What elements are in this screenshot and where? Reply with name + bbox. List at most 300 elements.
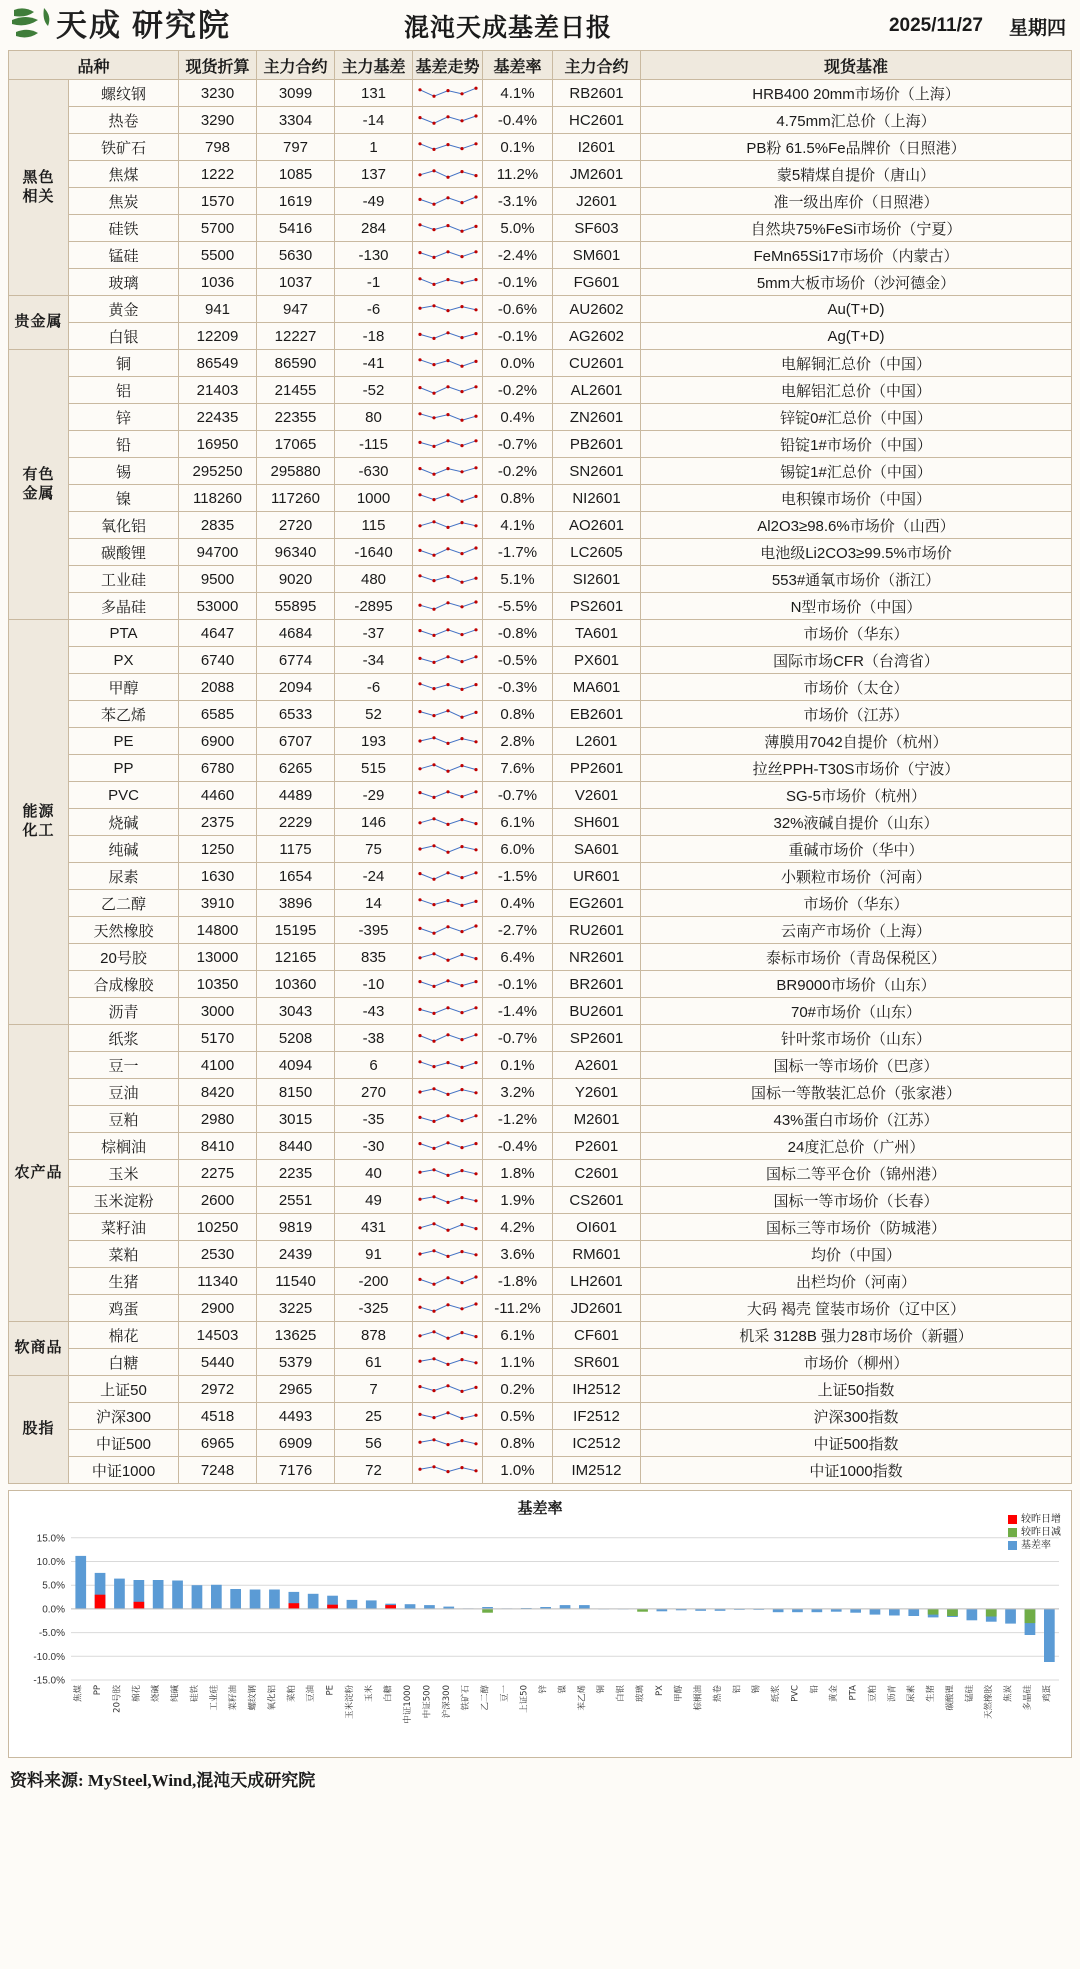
variety-name: 菜籽油 [69, 1214, 179, 1241]
contract-code: RM601 [553, 1241, 641, 1268]
contract-code: SN2601 [553, 458, 641, 485]
basis-trend-sparkline [413, 215, 483, 242]
main-price: 6707 [257, 728, 335, 755]
basis-trend-sparkline [413, 593, 483, 620]
basis-trend-sparkline [413, 350, 483, 377]
basis-trend-sparkline [413, 1430, 483, 1457]
spot-price: 3230 [179, 80, 257, 107]
main-price: 22355 [257, 404, 335, 431]
spot-standard: Au(T+D) [641, 296, 1072, 323]
svg-text:PX: PX [654, 1685, 665, 1696]
basis-rate: -1.8% [483, 1268, 553, 1295]
svg-text:多晶硅: 多晶硅 [1022, 1685, 1033, 1711]
main-price: 6774 [257, 647, 335, 674]
table-row [9, 1187, 1072, 1214]
contract-code: NR2601 [553, 944, 641, 971]
basis-trend-sparkline [413, 1322, 483, 1349]
spot-price: 2088 [179, 674, 257, 701]
main-basis: 49 [335, 1187, 413, 1214]
basis-rate: -1.5% [483, 863, 553, 890]
main-basis: -130 [335, 242, 413, 269]
spot-standard: 机采 3128B 强力28市场价（新疆） [641, 1322, 1072, 1349]
main-price: 4489 [257, 782, 335, 809]
svg-text:螺纹钢: 螺纹钢 [248, 1685, 258, 1711]
basis-rate: 6.0% [483, 836, 553, 863]
main-basis: 515 [335, 755, 413, 782]
contract-code: FG601 [553, 269, 641, 296]
basis-trend-sparkline [413, 485, 483, 512]
contract-code: PB2601 [553, 431, 641, 458]
variety-name: 硅铁 [69, 215, 179, 242]
variety-name: 碳酸锂 [69, 539, 179, 566]
spot-standard: 蒙5精煤自提价（唐山） [641, 161, 1072, 188]
basis-rate: -0.4% [483, 1133, 553, 1160]
main-basis: 52 [335, 701, 413, 728]
basis-rate-chart [8, 1490, 1072, 1758]
spot-price: 2275 [179, 1160, 257, 1187]
main-price: 10360 [257, 971, 335, 998]
contract-code: LH2601 [553, 1268, 641, 1295]
main-basis: -29 [335, 782, 413, 809]
variety-name: PVC [69, 782, 179, 809]
basis-rate: 5.0% [483, 215, 553, 242]
spot-standard: 准一级出库价（日照港） [641, 188, 1072, 215]
variety-name: 乙二醇 [69, 890, 179, 917]
svg-text:豆一: 豆一 [499, 1685, 510, 1703]
spot-price: 4100 [179, 1052, 257, 1079]
svg-text:棉花: 棉花 [131, 1685, 142, 1703]
basis-rate: -0.6% [483, 296, 553, 323]
svg-text:白银: 白银 [616, 1685, 627, 1703]
contract-code: CF601 [553, 1322, 641, 1349]
basis-trend-sparkline [413, 836, 483, 863]
spot-price: 1222 [179, 161, 257, 188]
table-row [9, 728, 1072, 755]
th-spot-standard: 现货基准 [641, 51, 1072, 80]
spot-price: 6900 [179, 728, 257, 755]
basis-rate: 0.0% [483, 350, 553, 377]
main-basis: -49 [335, 188, 413, 215]
spot-price: 4460 [179, 782, 257, 809]
table-row [9, 458, 1072, 485]
main-basis: 146 [335, 809, 413, 836]
contract-code: C2601 [553, 1160, 641, 1187]
contract-code: BU2601 [553, 998, 641, 1025]
table-row [9, 80, 1072, 107]
main-price: 15195 [257, 917, 335, 944]
basis-trend-sparkline [413, 134, 483, 161]
table-row [9, 188, 1072, 215]
main-basis: -41 [335, 350, 413, 377]
main-basis: -52 [335, 377, 413, 404]
spot-standard: 锌锭0#汇总价（中国） [641, 404, 1072, 431]
spot-standard: 市场价（太仓） [641, 674, 1072, 701]
svg-text:硅铁: 硅铁 [189, 1685, 200, 1703]
svg-text:PVC: PVC [790, 1685, 801, 1702]
svg-text:工业硅: 工业硅 [209, 1685, 220, 1711]
main-basis: 115 [335, 512, 413, 539]
main-price: 2965 [257, 1376, 335, 1403]
main-basis: 431 [335, 1214, 413, 1241]
main-basis: 284 [335, 215, 413, 242]
th-main-contract: 主力合约 [553, 51, 641, 80]
svg-text:中证500: 中证500 [422, 1685, 433, 1719]
th-variety: 品种 [9, 51, 179, 80]
group-label: 黑色 相关 [9, 80, 69, 296]
main-price: 6265 [257, 755, 335, 782]
variety-name: 玉米 [69, 1160, 179, 1187]
main-basis: 835 [335, 944, 413, 971]
spot-standard: 国际市场CFR（台湾省） [641, 647, 1072, 674]
table-row [9, 782, 1072, 809]
contract-code: CU2601 [553, 350, 641, 377]
table-row [9, 134, 1072, 161]
spot-price: 6780 [179, 755, 257, 782]
table-row [9, 1295, 1072, 1322]
main-price: 5208 [257, 1025, 335, 1052]
main-price: 4493 [257, 1403, 335, 1430]
basis-rate: 0.8% [483, 1430, 553, 1457]
spot-price: 941 [179, 296, 257, 323]
spot-standard: 拉丝PPH-T30S市场价（宁波） [641, 755, 1072, 782]
spot-standard: 市场价（柳州） [641, 1349, 1072, 1376]
spot-standard: 电积镍市场价（中国） [641, 485, 1072, 512]
main-basis: -30 [335, 1133, 413, 1160]
variety-name: 合成橡胶 [69, 971, 179, 998]
variety-name: 白银 [69, 323, 179, 350]
svg-text:焦炭: 焦炭 [1003, 1685, 1014, 1703]
basis-trend-sparkline [413, 188, 483, 215]
basis-trend-sparkline [413, 917, 483, 944]
basis-rate: 6.1% [483, 1322, 553, 1349]
svg-text:镍: 镍 [558, 1685, 568, 1694]
variety-name: 纯碱 [69, 836, 179, 863]
table-row [9, 350, 1072, 377]
spot-standard: 24度汇总价（广州） [641, 1133, 1072, 1160]
variety-name: 铁矿石 [69, 134, 179, 161]
main-basis: -6 [335, 674, 413, 701]
variety-name: 中证1000 [69, 1457, 179, 1484]
contract-code: JM2601 [553, 161, 641, 188]
contract-code: UR601 [553, 863, 641, 890]
main-price: 2551 [257, 1187, 335, 1214]
spot-standard: PB粉 61.5%Fe品牌价（日照港） [641, 134, 1072, 161]
spot-price: 10350 [179, 971, 257, 998]
basis-rate: -0.2% [483, 458, 553, 485]
spot-price: 5500 [179, 242, 257, 269]
basis-trend-sparkline [413, 944, 483, 971]
svg-text:10.0%: 10.0% [36, 1557, 65, 1568]
spot-price: 6740 [179, 647, 257, 674]
contract-code: SH601 [553, 809, 641, 836]
spot-standard: 出栏均价（河南） [641, 1268, 1072, 1295]
variety-name: 棕榈油 [69, 1133, 179, 1160]
basis-trend-sparkline [413, 1241, 483, 1268]
variety-name: 尿素 [69, 863, 179, 890]
main-basis: -115 [335, 431, 413, 458]
main-price: 4684 [257, 620, 335, 647]
main-price: 2439 [257, 1241, 335, 1268]
spot-standard: 国标一等散装汇总价（张家港） [641, 1079, 1072, 1106]
main-price: 7176 [257, 1457, 335, 1484]
main-price: 2720 [257, 512, 335, 539]
svg-text:5.0%: 5.0% [42, 1580, 65, 1592]
basis-trend-sparkline [413, 1349, 483, 1376]
svg-text:铁矿石: 铁矿石 [461, 1685, 472, 1711]
basis-rate: 6.4% [483, 944, 553, 971]
contract-code: L2601 [553, 728, 641, 755]
main-basis: -1640 [335, 539, 413, 566]
spot-standard: 43%蛋白市场价（江苏） [641, 1106, 1072, 1133]
basis-trend-sparkline [413, 998, 483, 1025]
main-basis: 91 [335, 1241, 413, 1268]
basis-rate: 7.6% [483, 755, 553, 782]
basis-rate: -0.7% [483, 431, 553, 458]
svg-text:20号胶: 20号胶 [112, 1685, 123, 1713]
main-basis: -200 [335, 1268, 413, 1295]
basis-rate: 4.2% [483, 1214, 553, 1241]
spot-price: 21403 [179, 377, 257, 404]
svg-text:碳酸锂: 碳酸锂 [945, 1685, 956, 1711]
basis-rate: -3.1% [483, 188, 553, 215]
spot-price: 3910 [179, 890, 257, 917]
svg-text:研究院: 研究院 [132, 8, 231, 44]
main-price: 9819 [257, 1214, 335, 1241]
variety-name: 天然橡胶 [69, 917, 179, 944]
spot-price: 1250 [179, 836, 257, 863]
variety-name: 豆油 [69, 1079, 179, 1106]
spot-standard: HRB400 20mm市场价（上海） [641, 80, 1072, 107]
variety-name: 豆粕 [69, 1106, 179, 1133]
spot-price: 2375 [179, 809, 257, 836]
legend-item: 较昨日减 [1008, 1526, 1061, 1539]
main-price: 12227 [257, 323, 335, 350]
contract-code: IF2512 [553, 1403, 641, 1430]
svg-text:生猪: 生猪 [926, 1685, 937, 1703]
basis-rate: -1.7% [483, 539, 553, 566]
spot-standard: 5mm大板市场价（沙河德金） [641, 269, 1072, 296]
basis-trend-sparkline [413, 1376, 483, 1403]
main-basis: 480 [335, 566, 413, 593]
spot-price: 10250 [179, 1214, 257, 1241]
group-label: 软商品 [9, 1322, 69, 1376]
contract-code: IC2512 [553, 1430, 641, 1457]
variety-name: 工业硅 [69, 566, 179, 593]
basis-rate: 11.2% [483, 161, 553, 188]
spot-price: 2835 [179, 512, 257, 539]
spot-price: 94700 [179, 539, 257, 566]
basis-trend-sparkline [413, 1025, 483, 1052]
basis-trend-sparkline [413, 890, 483, 917]
contract-code: SF603 [553, 215, 641, 242]
main-basis: -24 [335, 863, 413, 890]
logo-icon [10, 4, 236, 48]
table-row [9, 1349, 1072, 1376]
main-price: 947 [257, 296, 335, 323]
svg-text:豆油: 豆油 [306, 1685, 317, 1703]
table-row [9, 971, 1072, 998]
svg-text:鸡蛋: 鸡蛋 [1042, 1685, 1053, 1703]
main-basis: -37 [335, 620, 413, 647]
main-basis: -6 [335, 296, 413, 323]
basis-trend-sparkline [413, 404, 483, 431]
svg-text:玉米: 玉米 [364, 1685, 375, 1703]
variety-name: 铝 [69, 377, 179, 404]
spot-standard: 市场价（华东） [641, 890, 1072, 917]
svg-text:铜: 铜 [596, 1685, 607, 1694]
table-row [9, 242, 1072, 269]
contract-code: SA601 [553, 836, 641, 863]
basis-rate: 1.9% [483, 1187, 553, 1214]
spot-standard: 电池级Li2CO3≥99.5%市场价 [641, 539, 1072, 566]
main-basis: -34 [335, 647, 413, 674]
variety-name: PTA [69, 620, 179, 647]
group-label: 有色 金属 [9, 350, 69, 620]
basis-rate: -0.1% [483, 323, 553, 350]
basis-rate: -0.2% [483, 377, 553, 404]
basis-rate: -0.5% [483, 647, 553, 674]
svg-text:PTA: PTA [848, 1685, 859, 1701]
spot-standard: 均价（中国） [641, 1241, 1072, 1268]
svg-text:0.0%: 0.0% [42, 1604, 65, 1616]
variety-name: 白糖 [69, 1349, 179, 1376]
table-row [9, 1106, 1072, 1133]
basis-trend-sparkline [413, 107, 483, 134]
basis-trend-sparkline [413, 296, 483, 323]
main-price: 55895 [257, 593, 335, 620]
main-price: 1654 [257, 863, 335, 890]
main-basis: 6 [335, 1052, 413, 1079]
basis-rate: -0.4% [483, 107, 553, 134]
table-row [9, 377, 1072, 404]
spot-price: 7248 [179, 1457, 257, 1484]
spot-standard: 70#市场价（山东） [641, 998, 1072, 1025]
group-label: 农产品 [9, 1025, 69, 1322]
basis-trend-sparkline [413, 1214, 483, 1241]
basis-rate: -0.7% [483, 782, 553, 809]
variety-name: 铜 [69, 350, 179, 377]
svg-text:中证1000: 中证1000 [403, 1685, 413, 1724]
spot-price: 2530 [179, 1241, 257, 1268]
svg-text:铅: 铅 [809, 1685, 820, 1694]
main-price: 21455 [257, 377, 335, 404]
basis-rate: -5.5% [483, 593, 553, 620]
basis-trend-sparkline [413, 971, 483, 998]
svg-text:甲醇: 甲醇 [674, 1685, 685, 1703]
table-row [9, 1241, 1072, 1268]
main-price: 13625 [257, 1322, 335, 1349]
svg-text:尿素: 尿素 [906, 1685, 917, 1703]
main-price: 5630 [257, 242, 335, 269]
contract-code: P2601 [553, 1133, 641, 1160]
table-row [9, 1403, 1072, 1430]
contract-code: MA601 [553, 674, 641, 701]
table-row [9, 431, 1072, 458]
spot-standard: Al2O3≥98.6%市场价（山西） [641, 512, 1072, 539]
th-main-contract-price: 主力合约 [257, 51, 335, 80]
chart-legend [1008, 1513, 1061, 1552]
basis-trend-sparkline [413, 728, 483, 755]
main-basis: 1 [335, 134, 413, 161]
table-row [9, 1268, 1072, 1295]
basis-trend-sparkline [413, 1403, 483, 1430]
spot-standard: 自然块75%FeSi市场价（宁夏） [641, 215, 1072, 242]
main-basis: -43 [335, 998, 413, 1025]
chart-canvas [9, 1518, 1071, 1758]
basis-trend-sparkline [413, 647, 483, 674]
spot-standard: 国标一等市场价（长春） [641, 1187, 1072, 1214]
contract-code: BR2601 [553, 971, 641, 998]
main-price: 86590 [257, 350, 335, 377]
variety-name: 沪深300 [69, 1403, 179, 1430]
table-row [9, 620, 1072, 647]
main-basis: -18 [335, 323, 413, 350]
contract-code: AO2601 [553, 512, 641, 539]
svg-text:玉米淀粉: 玉米淀粉 [344, 1685, 355, 1720]
report-weekday: 星期四 [1008, 17, 1066, 39]
main-price: 8150 [257, 1079, 335, 1106]
spot-standard: FeMn65Si17市场价（内蒙古） [641, 242, 1072, 269]
spot-standard: 电解铜汇总价（中国） [641, 350, 1072, 377]
main-price: 6909 [257, 1430, 335, 1457]
main-price: 797 [257, 134, 335, 161]
contract-code: M2601 [553, 1106, 641, 1133]
basis-table [8, 50, 1072, 1484]
contract-code: NI2601 [553, 485, 641, 512]
basis-rate: 4.1% [483, 80, 553, 107]
spot-price: 1036 [179, 269, 257, 296]
spot-standard: SG-5市场价（杭州） [641, 782, 1072, 809]
spot-standard: Ag(T+D) [641, 323, 1072, 350]
group-label: 能源 化工 [9, 620, 69, 1025]
table-row [9, 701, 1072, 728]
variety-name: 纸浆 [69, 1025, 179, 1052]
basis-rate: -2.4% [483, 242, 553, 269]
spot-price: 3290 [179, 107, 257, 134]
main-basis: 56 [335, 1430, 413, 1457]
spot-price: 118260 [179, 485, 257, 512]
main-price: 2235 [257, 1160, 335, 1187]
basis-trend-sparkline [413, 161, 483, 188]
main-basis: 61 [335, 1349, 413, 1376]
variety-name: 螺纹钢 [69, 80, 179, 107]
table-row [9, 1214, 1072, 1241]
svg-text:沥青: 沥青 [887, 1685, 898, 1703]
spot-price: 2600 [179, 1187, 257, 1214]
basis-rate: 1.1% [483, 1349, 553, 1376]
basis-trend-sparkline [413, 431, 483, 458]
basis-trend-sparkline [413, 1457, 483, 1484]
spot-price: 14503 [179, 1322, 257, 1349]
spot-price: 12209 [179, 323, 257, 350]
svg-text:玻璃: 玻璃 [635, 1685, 646, 1703]
table-row [9, 1322, 1072, 1349]
spot-price: 2900 [179, 1295, 257, 1322]
variety-name: 烧碱 [69, 809, 179, 836]
main-price: 8440 [257, 1133, 335, 1160]
basis-trend-sparkline [413, 566, 483, 593]
main-basis: 7 [335, 1376, 413, 1403]
basis-rate: 0.1% [483, 134, 553, 161]
spot-standard: 市场价（华东） [641, 620, 1072, 647]
table-row [9, 674, 1072, 701]
contract-code: JD2601 [553, 1295, 641, 1322]
table-row [9, 998, 1072, 1025]
basis-rate: 0.2% [483, 1376, 553, 1403]
main-basis: -325 [335, 1295, 413, 1322]
basis-trend-sparkline [413, 1160, 483, 1187]
main-basis: 878 [335, 1322, 413, 1349]
